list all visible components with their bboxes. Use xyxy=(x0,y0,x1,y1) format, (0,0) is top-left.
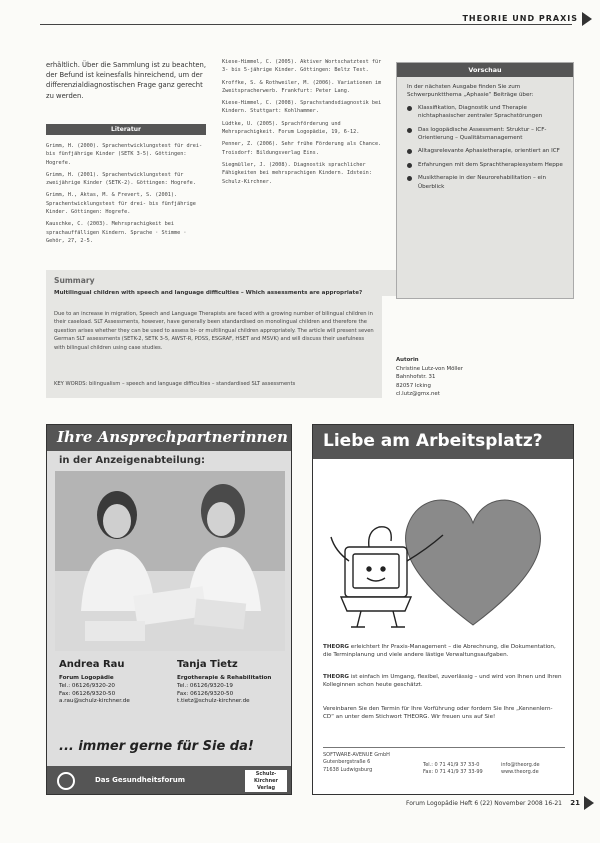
header-rule xyxy=(40,24,572,25)
summary-body: Due to an increase in migration, Speech and Language Therapists are faced with a growing number of bilingual children in their caseload. SLT Assessments, however, have generally been standardised on monolingual children and therefore the question arises whether they can be used to assess bi- or multilingual children appropriately. The article will present seven German SLT assessments (SETK-2, SETK 3-5, AWST-R, PDSS, ESGRAF, HSET and MSVK) and will discuss their usefulness with bilingual children using case studies. xyxy=(54,311,374,351)
bullet-icon xyxy=(407,176,412,181)
contact-phone: Tel.: 06126/9320-20 xyxy=(59,682,115,689)
contact-email[interactable]: t.tietz@schulz-kirchner.de xyxy=(177,698,250,705)
bullet-icon xyxy=(407,106,412,111)
literature-entry: Kiese-Himmel, C. (2005). Aktiver Wortschatztest für 3- bis 5-jährige Kinder. Göttingen: Beltz Test. xyxy=(222,59,382,74)
ad-slogan: ... immer gerne für Sie da! xyxy=(59,739,254,754)
preview-box xyxy=(396,62,574,299)
heart-icon xyxy=(406,500,541,625)
literature-entry: Grimm, H. (2001). Sprachentwicklungstest für zweijährige Kinder (SETK-2). Göttingen: Hogrefe. xyxy=(46,171,196,187)
company-website[interactable]: www.theorg.de xyxy=(501,769,539,776)
contact-email[interactable]: a.rau@schulz-kirchner.de xyxy=(59,698,130,705)
company-email[interactable]: info@theorg.de xyxy=(501,762,540,768)
staff-photo xyxy=(55,471,285,651)
literature-entry: Penner, Z. (2006). Sehr frühe Förderung als Chance. Troisdorf: Bildungsverlag Eins. xyxy=(222,141,382,156)
arrow-right-icon xyxy=(582,12,592,26)
literature-list-left xyxy=(46,142,206,249)
brand-name: THEORG xyxy=(323,644,349,650)
contact-org: Ergotherapie & Rehabilitation xyxy=(177,675,272,681)
preview-item: Alltagsrelevante Aphasietherapie, orientiert an ICF xyxy=(407,147,565,155)
bullet-icon xyxy=(407,149,412,154)
page-number: 21 xyxy=(570,799,580,807)
publisher-logo: Schulz-Kirchner Verlag xyxy=(245,770,287,792)
preview-item: Musiktherapie in der Neurorehabilitation – ein Überblick xyxy=(407,174,565,191)
company-web xyxy=(501,762,571,777)
ad-company-footer xyxy=(323,747,565,789)
ad-subtitle: in der Anzeigenabteilung: xyxy=(59,455,206,466)
author-line: Bahnhofstr. 31 xyxy=(396,374,436,381)
summary-subtitle: Multilingual children with speech and language difficulties – Which assessments are appropriate? xyxy=(54,290,363,296)
arrow-right-icon xyxy=(584,796,594,810)
journal-footer: Forum Logopädie Heft 6 (22) November 2008 16-21 xyxy=(405,800,562,807)
summary-keywords: KEY WORDS: bilingualism – speech and language difficulties – standardised SLT assessments xyxy=(54,381,296,387)
bullet-icon xyxy=(407,163,412,168)
literature-entry: Grimm, H. (2000). Sprachentwicklungstest für drei- bis fünfjährige Kinder (SETK 3-5). Göttingen: Hogrefe. xyxy=(46,143,203,166)
literature-entry: Kauschke, C. (2003). Mehrsprachigkeit bei sprachauffälligen Kindern. Sprache · Stimme · Gehör, 27, 2-5. xyxy=(46,221,187,244)
ad-title: Ihre Ansprechpartnerinnen xyxy=(57,428,288,446)
author-line: 82057 Icking xyxy=(396,382,431,389)
brand-name: THEORG xyxy=(323,674,349,680)
gesundheitsforum-logo-icon xyxy=(57,772,75,790)
literature-heading: Literatur xyxy=(46,124,206,135)
contact-name: Tanja Tietz xyxy=(177,659,238,670)
author-block xyxy=(396,356,566,399)
literature-entry: Kroffke, S. & Rothweiler, M. (2006). Variationen im Zweitspracherwerb. Frankfurt: Peter Lang. xyxy=(222,79,382,94)
author-line: Christine Lutz-von Möller xyxy=(396,365,463,372)
intro-paragraph: erhältlich. Über die Sammlung ist zu beachten, der Befund ist keinesfalls hinreichend, um der differenzialdiagnostischen Frage ganz gerecht zu werden. xyxy=(46,61,207,100)
preview-item: Erfahrungen mit dem Sprachtherapiesystem Heppe xyxy=(407,161,565,169)
contact-phone: Tel.: 06126/9320-19 xyxy=(177,682,233,689)
contact-fax: Fax: 06126/9320-50 xyxy=(177,690,234,697)
heart-computer-illustration xyxy=(323,465,567,635)
contact-fax: Fax: 06126/9320-50 xyxy=(59,690,116,697)
ad-footer-text: Das Gesundheitsforum xyxy=(95,776,186,784)
bullet-icon xyxy=(407,128,412,133)
author-label: Autorin xyxy=(396,357,419,363)
contact-details xyxy=(177,675,289,706)
literature-entry: Lüdtke, U. (2005). Sprachförderung und Mehrsprachigkeit. Forum Logopädie, 19, 6-12. xyxy=(222,120,360,136)
ad-paragraph: THEORG ist einfach im Umgang, flexibel, zuverlässig – und wird von Ihnen und Ihren Kolleginnen schon heute geschätzt. xyxy=(323,674,562,688)
preview-item: Das logopädische Assessment: Struktur – ICF-Orientierung – Qualitätsmanagement xyxy=(407,126,565,143)
ad-title: Liebe am Arbeitsplatz? xyxy=(323,431,543,451)
literature-list-right xyxy=(222,58,382,190)
author-email[interactable]: cl.lutz@gmx.net xyxy=(396,391,440,398)
ad-paragraph: THEORG erleichtert Ihr Praxis-Management – die Abrechnung, die Dokumentation, die Terminplanung und viele andere lästige Verwaltungsaufgaben. xyxy=(323,644,556,658)
contact-advertisement xyxy=(46,424,292,795)
summary-heading: Summary xyxy=(54,276,95,285)
ad-footer xyxy=(47,766,292,795)
photo-illustration xyxy=(55,471,285,651)
company-address: SOFTWARE-AVENUE GmbH Gutenbergstraße 6 71638 Ludwigsburg xyxy=(323,752,390,773)
literature-entry: Grimm, H., Aktas, M. & Frevert, S. (2001). Sprachentwicklungstest für drei- bis fünfjährige Kinder. Göttingen: Hogrefe. xyxy=(46,192,196,216)
contact-name: Andrea Rau xyxy=(59,659,125,670)
preview-heading: Vorschau xyxy=(397,63,573,77)
contact-org: Forum Logopädie xyxy=(59,675,114,681)
preview-item: Klassifikation, Diagnostik und Therapie nichtaphasischer zentraler Sprachstörungen xyxy=(407,104,565,121)
contact-details xyxy=(59,675,169,706)
preview-list xyxy=(397,104,573,191)
software-advertisement xyxy=(312,424,574,795)
ad-paragraph: Vereinbaren Sie den Termin für Ihre Vorführung oder fordern Sie Ihre „Kennenlern-CD“ an unter dem Stichwort THEORG. Wir freuen uns auf Sie! xyxy=(323,706,553,720)
company-phone: Tel.: 0 71 41/9 37 33-0 Fax: 0 71 41/9 37 33-99 xyxy=(423,762,483,776)
preview-intro: In der nächsten Ausgabe finden Sie zum Schwerpunktthema „Aphasie“ Beiträge über: xyxy=(407,84,534,99)
section-title: THEORIE UND PRAXIS xyxy=(462,14,578,23)
literature-entry: Siegmüller, J. (2008). Diagnostik sprachlicher Fähigkeiten bei mehrsprachigen Kindern. Idstein: Schulz-Kirchner. xyxy=(222,161,372,185)
literature-entry: Kiese-Himmel, C. (2008). Sprachstandsdiagnostik bei Kindern. Stuttgart: Kohlhammer. xyxy=(222,100,382,115)
